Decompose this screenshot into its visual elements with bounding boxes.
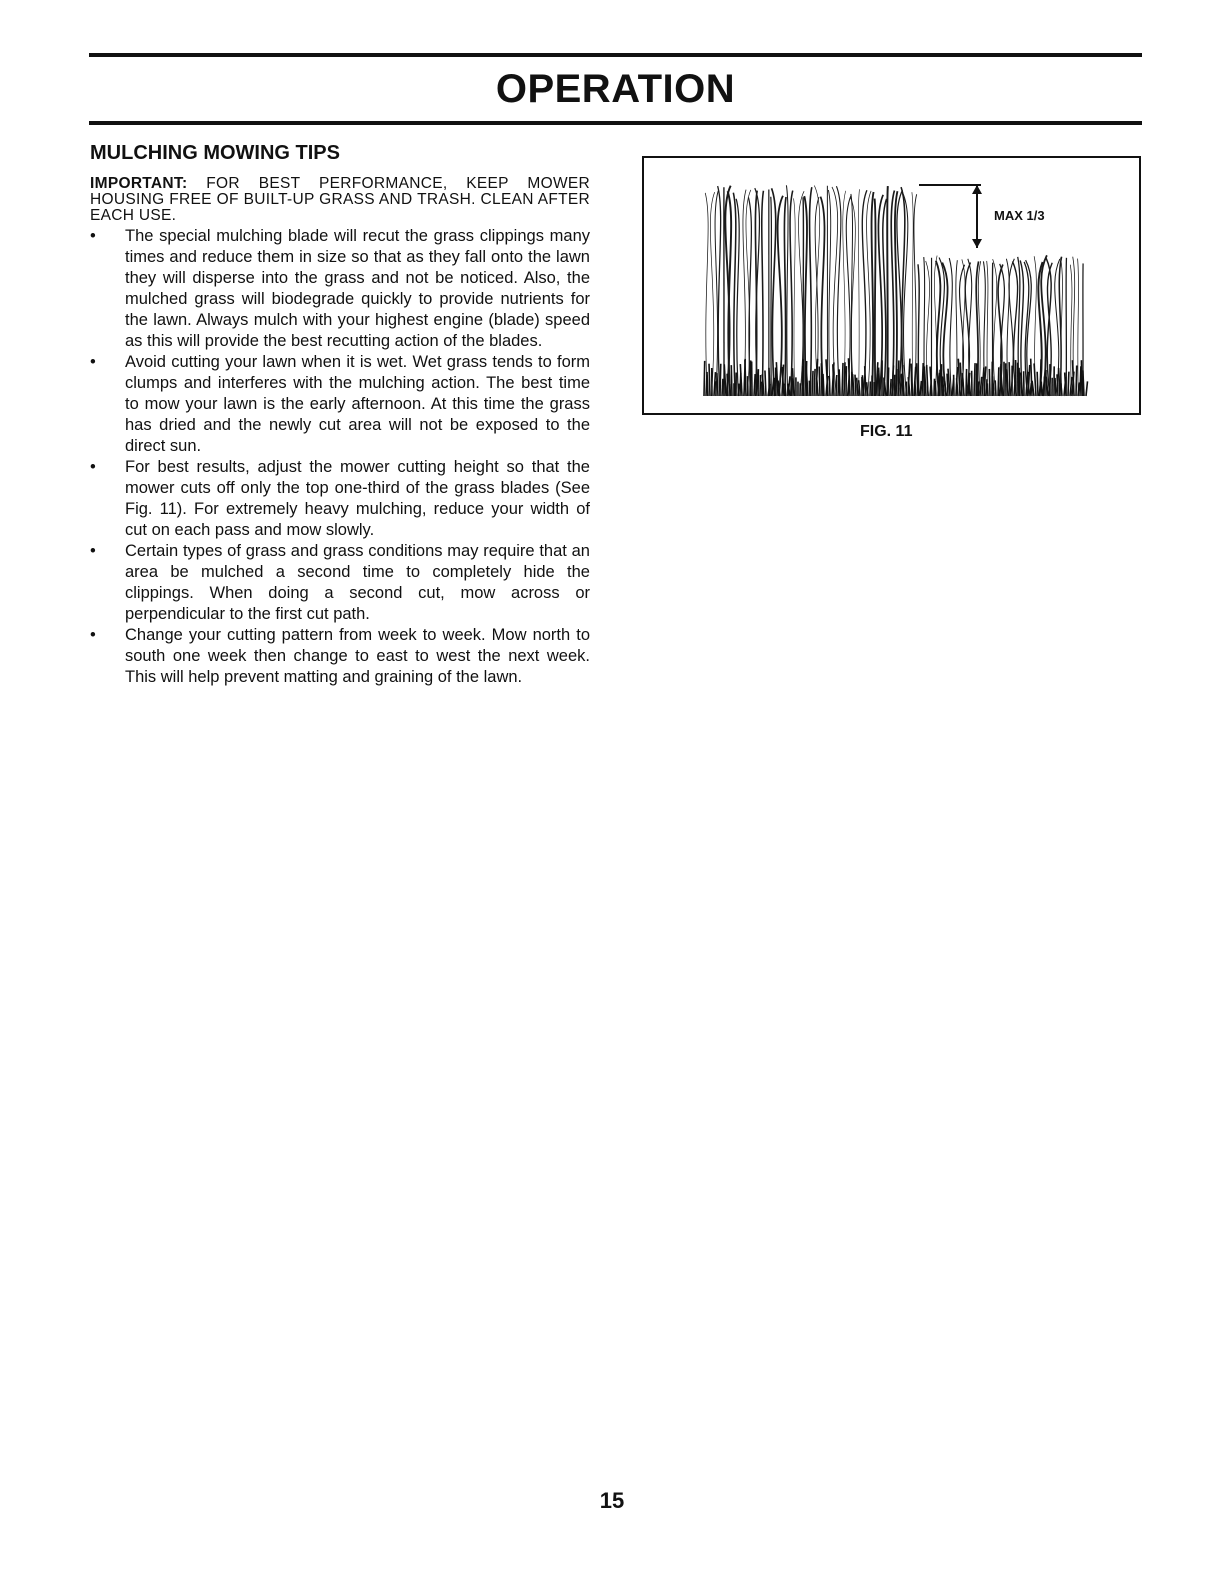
grass-shade — [722, 379, 723, 396]
list-item — [90, 457, 590, 541]
grass-shade — [750, 360, 751, 396]
figure-11 — [642, 156, 1141, 415]
grass-shade — [738, 384, 739, 396]
grass-shade — [717, 373, 718, 396]
grass-blade — [810, 187, 812, 396]
arrow-up-icon — [972, 185, 982, 194]
grass-blade — [862, 190, 867, 396]
grass-shade — [844, 362, 845, 396]
grass-blade — [1070, 265, 1072, 396]
grass-blade — [883, 199, 887, 396]
grass-shade — [819, 366, 820, 396]
grass-blade — [993, 259, 997, 396]
grass-shade — [704, 361, 705, 396]
grass-shade — [1086, 381, 1087, 396]
grass-blade — [784, 197, 786, 396]
list-item — [90, 352, 590, 457]
grass-shade — [809, 381, 810, 396]
grass-shade — [836, 375, 837, 396]
grass-shade — [803, 359, 804, 396]
grass-shade — [962, 373, 964, 396]
grass-shade — [974, 363, 975, 396]
grass-blade — [705, 193, 708, 396]
grass-shade — [829, 376, 830, 396]
grass-blade — [733, 193, 735, 396]
grass-blade — [710, 192, 714, 396]
grass-blade — [875, 199, 876, 396]
header-rule-top — [89, 53, 1142, 57]
grass-shade — [754, 374, 755, 396]
grass-shade — [922, 363, 923, 396]
grass-blade — [872, 192, 874, 396]
grass-shade — [1034, 363, 1036, 396]
grass-shade — [1037, 372, 1038, 396]
grass-shade — [1068, 372, 1069, 396]
grass-shade — [890, 379, 891, 396]
grass-shade — [769, 368, 770, 396]
grass-shade — [774, 378, 775, 396]
grass-blade — [828, 190, 830, 396]
grass-shade — [823, 374, 824, 396]
grass-blade — [772, 188, 776, 396]
tip-text: Avoid cutting your lawn when it is wet. Wet grass tends to form clumps and interferes with the mulching action. The best time to mow your lawn is the early afternoon. At this time the grass has dried and the newly cut area will not be exposed to the direct sun. — [125, 353, 590, 455]
page-title: OPERATION — [495, 67, 736, 111]
grass-shade — [765, 370, 766, 396]
grass-shade — [989, 369, 990, 396]
grass-blade — [949, 258, 952, 396]
grass-blade — [987, 261, 988, 396]
grass-shade — [1055, 378, 1056, 396]
grass-shade — [987, 383, 988, 396]
grass-blade — [836, 186, 840, 396]
grass-blade — [794, 198, 796, 396]
figure-caption: FIG. 11 — [860, 423, 913, 440]
grass-shade — [941, 364, 942, 396]
grass-shade — [894, 375, 895, 396]
tall-grass-uncut — [705, 185, 916, 396]
grass-shade — [720, 364, 721, 396]
grass-blade — [762, 191, 764, 396]
tips-list — [90, 226, 590, 688]
grass-shade — [920, 381, 921, 396]
grass-shade — [896, 369, 897, 396]
bullet-icon: • — [90, 227, 96, 245]
grass-shade — [709, 364, 710, 396]
grass-shade — [927, 365, 928, 396]
important-text: FOR BEST PERFORMANCE, KEEP MOWER HOUSING FREE OF BUILT-UP GRASS AND TRASH. CLEAN AFTER EACH USE. — [90, 175, 591, 224]
grass-shade — [707, 372, 708, 396]
grass-shade — [1009, 362, 1010, 396]
grass-blade — [715, 191, 718, 396]
grass-shade — [760, 375, 761, 396]
bullet-icon: • — [90, 626, 96, 644]
bullet-icon: • — [90, 353, 96, 371]
important-label: IMPORTANT: — [90, 175, 188, 192]
grass-shade — [865, 366, 866, 396]
grass-shade — [898, 360, 899, 396]
grass-shade — [911, 364, 912, 396]
grass-shade — [812, 371, 813, 396]
grass-shade — [855, 375, 856, 396]
grass-shade — [814, 369, 815, 396]
grass-shade — [1057, 374, 1058, 396]
bullet-icon: • — [90, 458, 96, 476]
grass-shade — [966, 369, 967, 396]
grass-shade — [839, 369, 840, 396]
grass-shade — [1081, 360, 1082, 396]
bullet-icon: • — [90, 542, 96, 560]
grass-blade — [778, 196, 783, 396]
grass-shade — [998, 367, 999, 396]
grass-blade — [978, 261, 980, 396]
grass-blade — [887, 186, 888, 396]
grass-shade — [1080, 366, 1081, 396]
page-number: 15 — [599, 1488, 625, 1513]
grass-shade — [978, 381, 979, 396]
grass-shade — [906, 382, 907, 396]
tip-text: The special mulching blade will recut the grass clippings many times and reduce them in size so that as they fall onto the lawn they will disperse into the grass and not be noticed. Also, the mulched grass will biodegrade quickly to provide nutrients for the lawn. Always mulch with your highest engine (blade) speed as this will provide the best recutting action of the blades. — [125, 227, 590, 350]
grass-shade — [745, 360, 746, 396]
grass-shade — [1041, 382, 1042, 396]
tip-text: Certain types of grass and grass conditions may require that an area be mulched a second time to completely hide the clippings. When doing a second cut, mow across or perpendicular to the first cut path. — [125, 542, 590, 623]
grass-shade — [1076, 366, 1077, 396]
grass-shade — [821, 363, 822, 396]
grass-blade — [891, 190, 894, 396]
mulching-tips-section — [90, 140, 590, 688]
grass-shade — [1059, 368, 1060, 396]
grass-blade — [786, 185, 788, 396]
header-rule-bottom — [89, 121, 1142, 125]
grass-blade — [771, 197, 772, 396]
grass-shade — [842, 363, 843, 396]
grass-shade — [888, 367, 889, 396]
grass-shade — [1014, 381, 1015, 396]
grass-shade — [731, 365, 732, 396]
section-heading: MULCHING MOWING TIPS — [90, 142, 340, 164]
grass-shade — [1040, 359, 1041, 396]
grass-shade — [995, 380, 996, 396]
grass-blade — [736, 199, 739, 396]
list-item — [90, 625, 590, 688]
tip-text: For best results, adjust the mower cutting height so that the mower cuts off only the top one-third of the grass blades (See Fig. 11). For extremely heavy mulching, reduce your width of cut on each pass and mow slowly. — [125, 458, 590, 539]
grass-shade — [727, 374, 728, 396]
list-item — [90, 226, 590, 352]
important-notice — [90, 176, 590, 224]
grass-illustration — [644, 158, 1139, 413]
grass-blade — [918, 264, 919, 396]
grass-shade — [857, 378, 858, 396]
grass-shade — [853, 374, 854, 396]
arrow-down-icon — [972, 239, 982, 248]
grass-blade — [858, 189, 859, 396]
grass-shade — [945, 381, 946, 396]
grass-blade — [912, 192, 913, 396]
grass-shade — [935, 381, 936, 396]
list-item — [90, 541, 590, 625]
tip-text: Change your cutting pattern from week to week. Mow north to south one week then change to east to west the next week. This will help prevent matting and graining of the lawn. — [125, 626, 590, 686]
max-label: MAX 1/3 — [994, 208, 1045, 223]
grass-shade — [1019, 368, 1020, 396]
grass-shade — [976, 363, 977, 396]
grass-shade — [1083, 370, 1084, 396]
grass-blade — [867, 191, 872, 396]
grass-shade — [892, 365, 893, 396]
grass-shade — [867, 382, 868, 396]
grass-blade — [790, 191, 793, 396]
grass-blade — [1078, 259, 1079, 396]
